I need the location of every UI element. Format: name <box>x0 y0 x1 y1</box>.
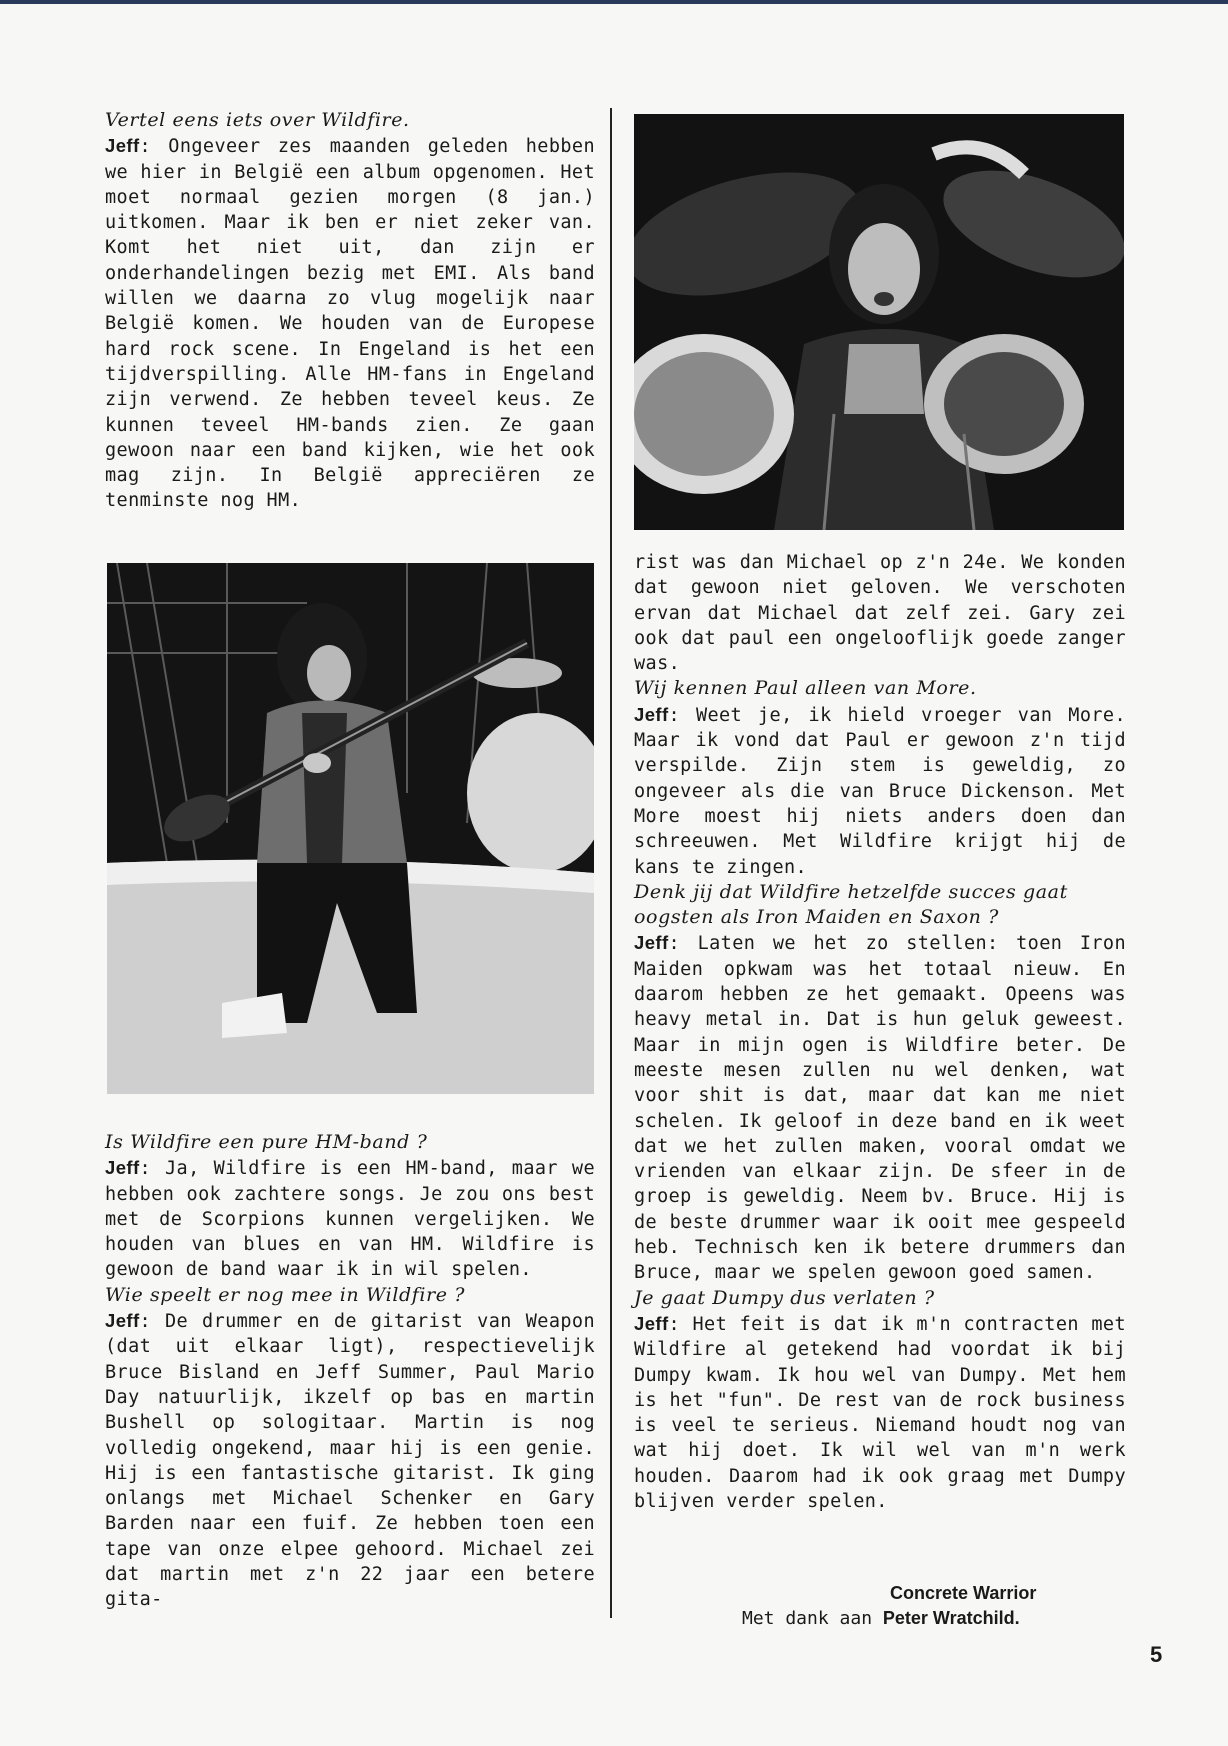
interview-answer <box>634 930 1126 1285</box>
interview-answer <box>634 1311 1126 1514</box>
speaker-name: Jeff <box>634 703 669 725</box>
body-paragraph: rist was dan Michael op z'n 24e. We konden dat gewoon niet geloven. We verschoten ervan dat Michael dat zelf zei. Gary zei ook dat paul een ongelooflijk goede zanger was. <box>634 552 1126 675</box>
answer-text: : Weet je, ik hield vroeger van More. Maar ik vond dat Paul er gewoon z'n tijd verspilde. Zijn stem is geweldig, zo ongeveer als die van Bruce Dickenson. Met More moest hij niets anders doen dan schreeuwen. Met Wildfire krijgt hij de kans te zingen. <box>634 704 1126 878</box>
interview-question: Wij kennen Paul alleen van More. <box>634 677 977 700</box>
interview-question: Vertel eens iets over Wildfire. <box>105 109 410 131</box>
thanks-prefix: Met dank aan <box>742 1608 873 1629</box>
guitarist-photo <box>107 563 594 1094</box>
interview-question: Denk jij dat Wildfire hetzelfde succes gaat oogsten als Iron Maiden en Saxon ? <box>634 880 1068 929</box>
speaker-name: Jeff <box>634 1312 669 1334</box>
interview-answer <box>105 1308 595 1613</box>
thanks-line <box>742 1608 1020 1629</box>
answer-text: : Ja, Wildfire is een HM-band, maar we hebben ook zachtere songs. Je zou ons best met de Scorpions kunnen vergelijken. We houden van blues en van HM. Wildfire is gewoon de band waar ik in wil spelen. <box>105 1158 595 1281</box>
interview-question: Is Wildfire een pure HM-band ? <box>105 1131 428 1153</box>
left-column-top <box>105 108 595 514</box>
answer-text: : De drummer en de gitarist van Weapon (dat uit elkaar ligt), respectievelijk Bruce Bisland en Jeff Summer, Paul Mario Day natuurlijk, ikzelf op bas en martin Bushell op sologitaar. Martin is nog volledig ongekend, maar hij is een genie. Hij is een fantastische gitarist. Ik ging onlangs met Michael Schenker en Gary Barden naar een fuif. Ze hebben toen een tape van onze elpee gehoord. Michael zei dat martin met z'n 22 jaar een betere gita- <box>105 1311 595 1611</box>
speaker-name: Jeff <box>105 1157 140 1179</box>
interview-answer <box>634 702 1126 880</box>
answer-text: : Het feit is dat ik m'n contracten met Wildfire al getekend had voordat ik bij Dumpy kwam. Ik hou wel van Dumpy. Met hem is het "fun". De rest van de rock business is veel te serieus. Niemand houdt nog van wat hij doet. Ik wil wel van m'n werk houden. Daarom had ik ook graag met Dumpy blijven verder spelen. <box>634 1313 1126 1512</box>
right-column <box>634 550 1126 1514</box>
interview-answer <box>105 1155 595 1282</box>
left-column-bottom <box>105 1130 595 1613</box>
drummer-photo <box>634 114 1124 530</box>
interview-question: Wie speelt er nog mee in Wildfire ? <box>105 1283 466 1306</box>
speaker-name: Jeff <box>105 1310 140 1332</box>
thanks-name: Peter Wratchild. <box>882 1608 1020 1628</box>
author-signature: Concrete Warrior <box>890 1583 1037 1603</box>
interview-answer <box>105 133 595 513</box>
page-number: 5 <box>1150 1642 1163 1667</box>
page-top-rule <box>0 0 1228 4</box>
speaker-name: Jeff <box>634 932 669 954</box>
answer-text: : Laten we het zo stellen: toen Iron Maiden opkwam was het totaal nieuw. En daarom hebben ze het gemaakt. Opeens was heavy metal in. Dat is hun geluk geweest. Maar in mijn ogen is Wildfire beter. De meeste mesen zullen nu wel denken, wat voor shit is dat, maar dat kan me niet schelen. Ik geloof in deze band en ik weet dat we het zullen maken, vooral omdat we vrienden van elkaar zijn. De sfeer in de groep is geweldig. Neem bv. Bruce. Hij is de beste drummer waar ik ooit mee gespeeld heb. Technisch ken ik betere drummers dan Bruce, maar we spelen gewoon goed samen. <box>634 933 1126 1284</box>
interview-question: Je gaat Dumpy dus verlaten ? <box>634 1286 935 1309</box>
answer-text: : Ongeveer zes maanden geleden hebben we hier in België een album opgenomen. Het moet normaal gezien morgen (8 jan.) uitkomen. Maar ik ben er niet zeker van. Komt het niet uit, dan zijn er onderhandelingen bezig met EMI. Als band willen we daarna zo vlug mogelijk naar België komen. We houden van de Europese hard rock scene. In Engeland is het een tijdverspilling. Alle HM-fans in Engeland zijn verwend. Ze hebben teveel keus. Ze kunnen teveel HM-bands zien. Ze gaan gewoon naar een band kijken, wie het ook mag zijn. In België appreciëren ze tenminste nog HM. <box>105 136 595 512</box>
column-divider <box>610 108 612 1618</box>
speaker-name: Jeff <box>105 135 140 157</box>
